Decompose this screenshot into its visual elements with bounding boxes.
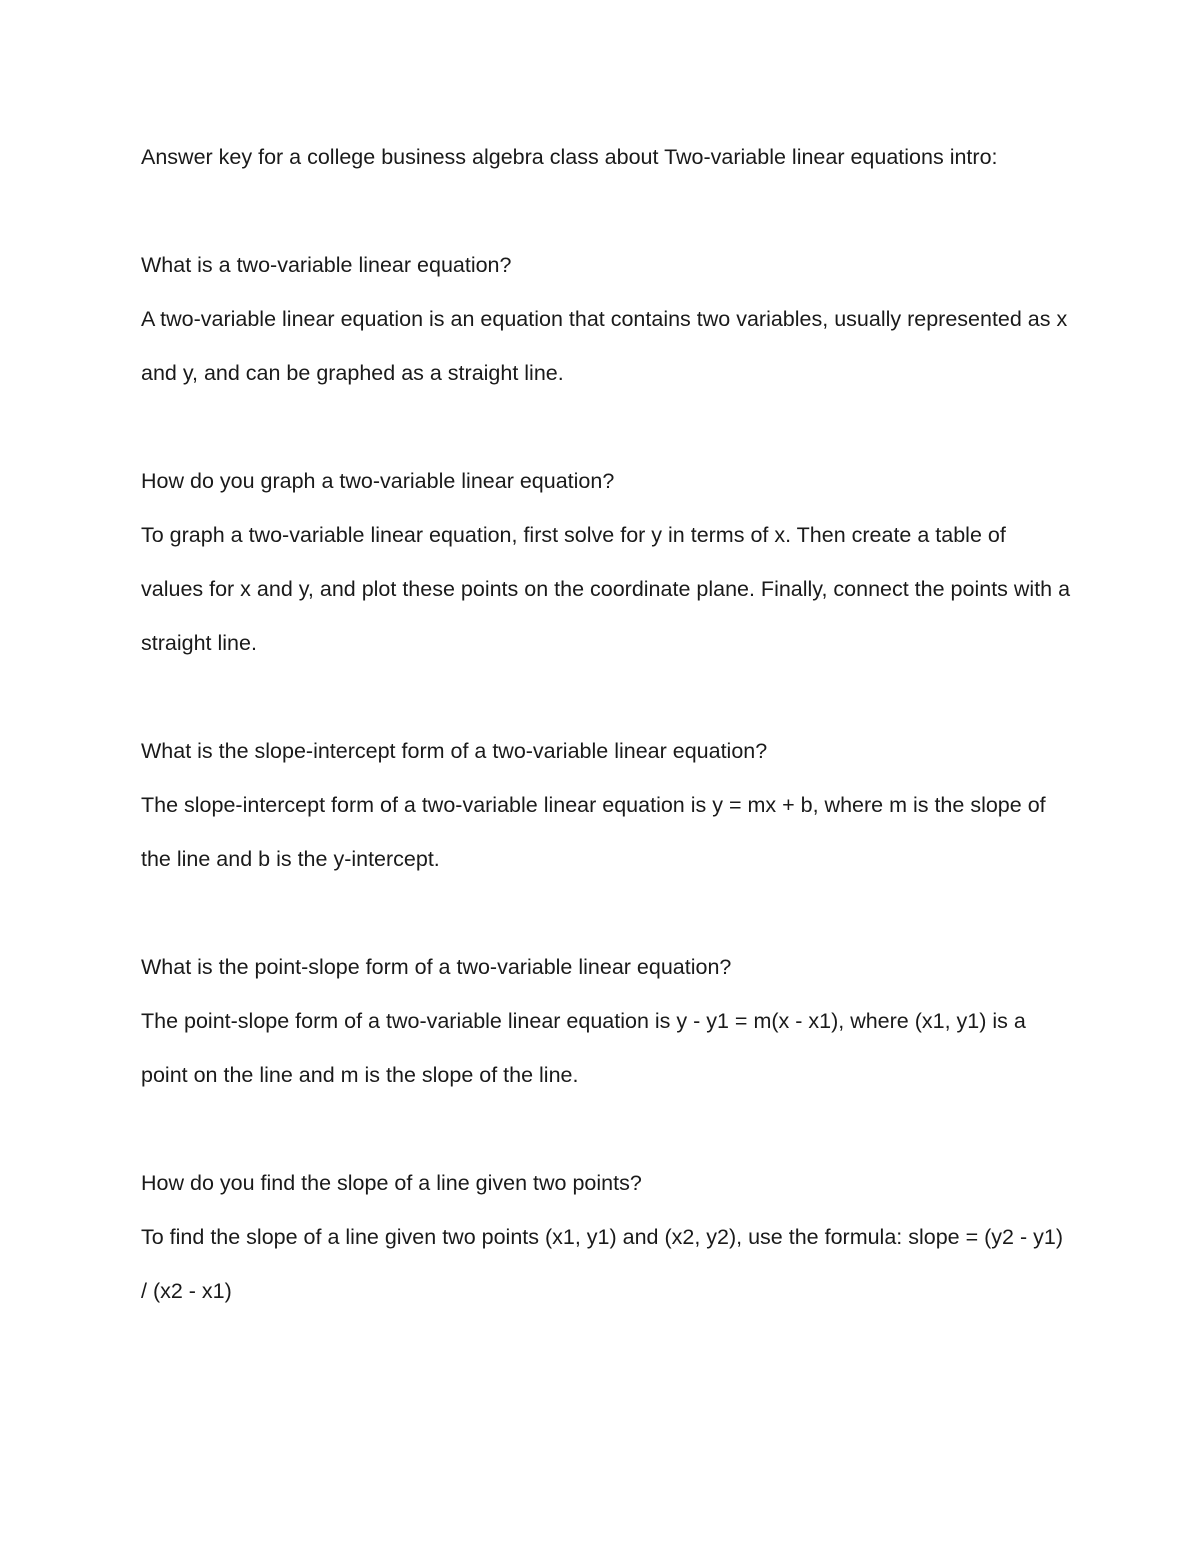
answer-1: A two-variable linear equation is an equation that contains two variables, usually represented as x and y, and can be graphed as a straight line. (141, 307, 1068, 385)
paragraph-gap (141, 886, 1071, 940)
answer-5: To find the slope of a line given two points (x1, y1) and (x2, y2), use the formula: slope = (y2 - y1) / (x2 - x1) (141, 1225, 1063, 1303)
paragraph-gap (141, 184, 1071, 238)
answer-4: The point-slope form of a two-variable linear equation is y - y1 = m(x - x1), where (x1, y1) is a point on the line and m is the slope of the line. (141, 1009, 1026, 1087)
question-3: What is the slope-intercept form of a two-variable linear equation? (141, 739, 768, 763)
question-1: What is a two-variable linear equation? (141, 253, 512, 277)
answer-2: To graph a two-variable linear equation, first solve for y in terms of x. Then create a table of values for x and y, and plot these points on the coordinate plane. Finally, connect the points with a straight line. (141, 523, 1071, 655)
paragraph-gap (141, 670, 1071, 724)
paragraph-gap (141, 400, 1071, 454)
question-5: How do you find the slope of a line given two points? (141, 1171, 642, 1195)
answer-3: The slope-intercept form of a two-variable linear equation is y = mx + b, where m is the slope of the line and b is the y-intercept. (141, 793, 1046, 871)
question-4: What is the point-slope form of a two-variable linear equation? (141, 955, 732, 979)
document-body (141, 130, 1071, 1318)
paragraph-gap (141, 1102, 1071, 1156)
document-title-line: Answer key for a college business algebra class about Two-variable linear equations intro: (141, 145, 998, 169)
question-2: How do you graph a two-variable linear equation? (141, 469, 615, 493)
